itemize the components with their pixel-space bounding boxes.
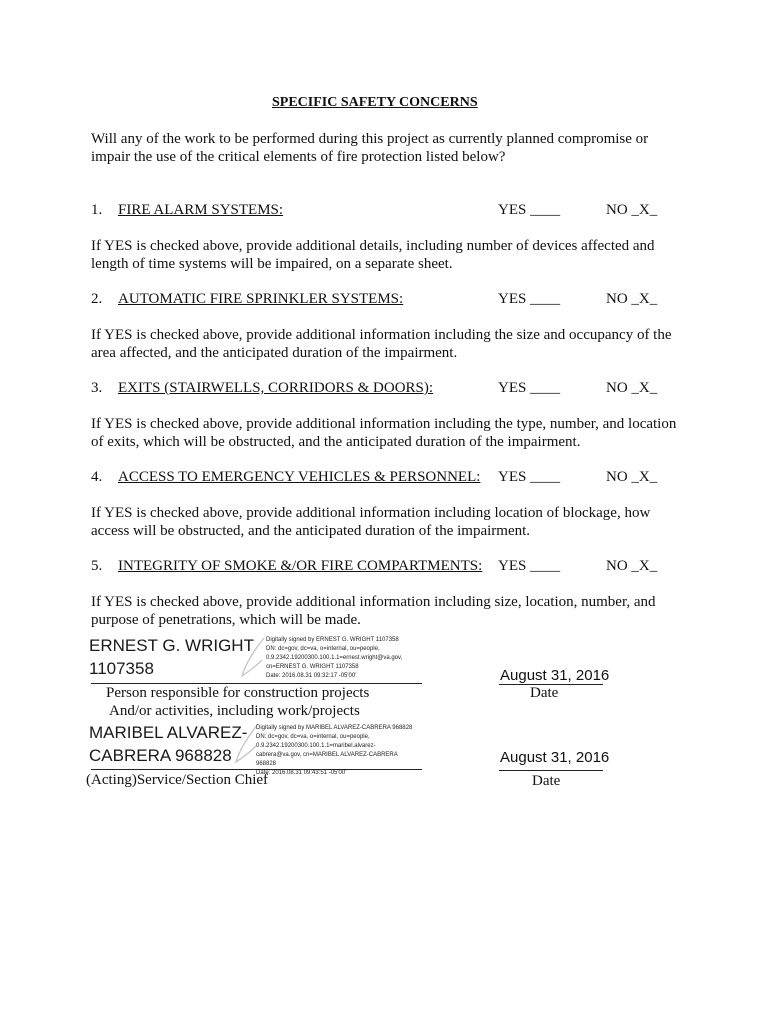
- signature-2-name-line1: MARIBEL ALVAREZ-: [89, 723, 248, 742]
- question-4-number: 4.: [91, 469, 103, 485]
- signature-1-name: [89, 634, 254, 680]
- signature-2-digital-details: Digitally signed by MARIBEL ALVAREZ-CABRERA 968828 DN: dc=gov, dc=va, o=internal, ou=people, 0.9.2342.19200300.100.1.1=maribel.alvarez- cabrera@va.gov, cn=MARIBEL ALVAREZ-CABRERA 968828 Date: 2016.08.31 09:43:51 -05'00': [256, 725, 413, 776]
- question-3-number: 3.: [91, 380, 103, 396]
- question-1-yes: YES ____: [498, 202, 561, 218]
- question-3-label: EXITS (STAIRWELLS, CORRIDORS & DOORS):: [118, 380, 434, 396]
- question-4-detail: If YES is checked above, provide additional information including location of blockage, how access will be obstructed, and the anticipated duration of the impairment.: [91, 505, 651, 539]
- question-5-number: 5.: [91, 558, 103, 574]
- signature-1-role-line1: Person responsible for construction projects: [106, 685, 370, 701]
- signature-1-digital-details: Digitally signed by ERNEST G. WRIGHT 1107358 DN: dc=gov, dc=va, o=internal, ou=people, 0.9.2342.19200300.100.1.1=ernest.wright@va.gov, cn=ERNEST G. WRIGHT 1107358 Date: 2016.08.31 09:32:17 -05'00': [266, 637, 403, 679]
- question-2-yes: YES ____: [498, 291, 561, 307]
- signature-1-date-label: Date: [530, 685, 559, 701]
- question-4-no: NO _X_: [606, 469, 658, 485]
- question-1-detail: If YES is checked above, provide additional details, including number of devices affected and length of time systems will be impaired, on a separate sheet.: [91, 238, 655, 272]
- page-title: SPECIFIC SAFETY CONCERNS: [272, 95, 478, 110]
- signature-2-name: [89, 721, 254, 767]
- signature-2-role-line1: (Acting)Service/Section Chief: [86, 772, 269, 788]
- question-5-yes: YES ____: [498, 558, 561, 574]
- question-5-no: NO _X_: [606, 558, 658, 574]
- question-2-number: 2.: [91, 291, 103, 307]
- signature-1-name-line1: ERNEST G. WRIGHT: [89, 636, 254, 655]
- question-3-yes: YES ____: [498, 380, 561, 396]
- question-1-no: NO _X_: [606, 202, 658, 218]
- signature-1-date-value: August 31, 2016: [500, 667, 610, 684]
- question-2-no: NO _X_: [606, 291, 658, 307]
- signature-1-name-line2: 1107358: [89, 659, 154, 678]
- question-3-no: NO _X_: [606, 380, 658, 396]
- question-5-detail: If YES is checked above, provide additional information including size, location, number, and purpose of penetrations, which will be made.: [91, 594, 656, 628]
- question-1-number: 1.: [91, 202, 103, 218]
- signature-2-line: [91, 769, 422, 770]
- question-5-label: INTEGRITY OF SMOKE &/OR FIRE COMPARTMENTS:: [118, 558, 483, 574]
- signature-1-role-line2: And/or activities, including work/projects: [109, 703, 360, 719]
- signature-2-date-value: August 31, 2016: [500, 749, 610, 766]
- signature-2-name-line2: CABRERA 968828: [89, 746, 232, 765]
- question-2-detail: If YES is checked above, provide additional information including the size and occupancy of the area affected, and the anticipated duration of the impairment.: [91, 327, 672, 361]
- question-4-label: ACCESS TO EMERGENCY VEHICLES & PERSONNEL:: [118, 469, 481, 485]
- signature-1-scribble: [238, 636, 268, 682]
- question-1-label: FIRE ALARM SYSTEMS:: [118, 202, 284, 218]
- question-2-label: AUTOMATIC FIRE SPRINKLER SYSTEMS:: [118, 291, 404, 307]
- signature-2-date-label: Date: [532, 773, 561, 789]
- question-3-detail: If YES is checked above, provide additional information including the type, number, and location of exits, which will be obstructed, and the anticipated duration of the impairment.: [91, 416, 677, 450]
- intro-text: Will any of the work to be performed during this project as currently planned compromise or impair the use of the critical elements of fire protection listed below?: [91, 131, 649, 165]
- signature-2-date-line: [499, 770, 603, 771]
- question-4-yes: YES ____: [498, 469, 561, 485]
